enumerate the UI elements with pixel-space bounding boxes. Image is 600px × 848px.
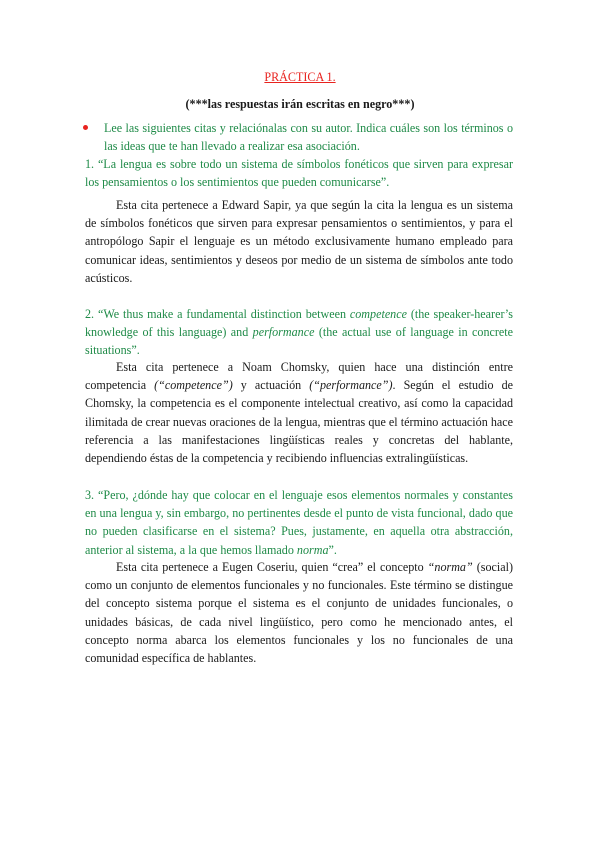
answer-3-part: Esta cita pertenece a Eugen Coseriu, quien “crea” el concepto bbox=[116, 560, 428, 574]
quote-3-part: 3. “Pero, ¿dónde hay que colocar en el lenguaje esos elementos normales y constantes en una lengua y, sin embargo, no pertinentes desde el punto de vista funcional, dado que no pueden clasificarse en el sistema? Pues, justamente, en aquella otra abstracción, anterior al sistema, a la que hemos llamado bbox=[85, 488, 513, 557]
quote-2-part: (the speaker-hearer’s knowledge of this language) and bbox=[85, 307, 513, 340]
quote-3 bbox=[85, 486, 513, 559]
quote-2-term-competence: competence bbox=[349, 307, 407, 321]
answer-2-part: y actuación bbox=[232, 378, 310, 393]
quote-2-term-performance: performance bbox=[252, 325, 315, 340]
quote-2 bbox=[85, 305, 513, 360]
instruction-bullet bbox=[104, 119, 513, 155]
answer-3-term-norma: “norma” bbox=[427, 560, 473, 574]
answer-2 bbox=[85, 358, 513, 467]
answer-3-part: (social) como un conjunto de elementos funcionales y no funcionales. Este término se distingue del concepto sistema porque el sistema es el conjunto de unidades funcionales, o unidades básicas, de cada nivel lingüístico, pero como he mencionado antes, el concepto norma abarca los elementos funcionales y los no funcionales de una comunidad específica de hablantes. bbox=[85, 560, 513, 666]
instruction-text: Lee las siguientes citas y relaciónalas con su autor. Indica cuáles son los términos o las ideas que te han llevado a realizar esa asociación. bbox=[104, 121, 513, 154]
answer-3 bbox=[85, 558, 513, 667]
document-subtitle: (***las respuestas irán escritas en negro***) bbox=[185, 97, 415, 111]
answer-1 bbox=[85, 196, 513, 287]
answer-2-part: . Según el estudio de Chomsky, la competencia es el componente intelectual creativo, así como la capacidad ilimitada de crear nuevas oraciones de la lengua, mientras que el término actuación hace referencia a las manifestaciones lingüísticas reales y concretas del hablante, dependiendo éstas de la competencia y recibiendo influencias extralingüísticas. bbox=[85, 378, 513, 466]
quote-1: 1. “La lengua es sobre todo un sistema de símbolos fonéticos que sirven para expresar los pensamientos o los sentimientos que pueden comunicarse”. bbox=[85, 157, 513, 190]
bullet-dot-icon bbox=[83, 125, 88, 130]
document-title: PRÁCTICA 1. bbox=[264, 70, 336, 84]
quote-3-term-norma: norma bbox=[296, 542, 329, 557]
answer-2-term-performance: (“performance”) bbox=[309, 378, 393, 393]
answer-1-text: Esta cita pertenece a Edward Sapir, ya que según la cita la lengua es un sistema de símbolos fonéticos que sirven para expresar pensamientos o sentimientos, y para el antropólogo Sapir el lenguaje es un método exclusivamente humano empleado para comunicar ideas, sentimientos y deseos por medio de un sistema de símbolos ante todo acústicos. bbox=[85, 198, 513, 285]
quote-3-part: ”. bbox=[328, 542, 337, 557]
quote-2-part: (the actual use of language in concrete situations”. bbox=[85, 325, 513, 358]
answer-2-part: Esta cita pertenece a Noam Chomsky, quien hace una distinción entre competencia bbox=[85, 360, 513, 393]
answer-2-term-competence: (“competence”) bbox=[154, 378, 233, 393]
quote-2-part: 2. “We thus make a fundamental distinction between bbox=[85, 307, 350, 321]
